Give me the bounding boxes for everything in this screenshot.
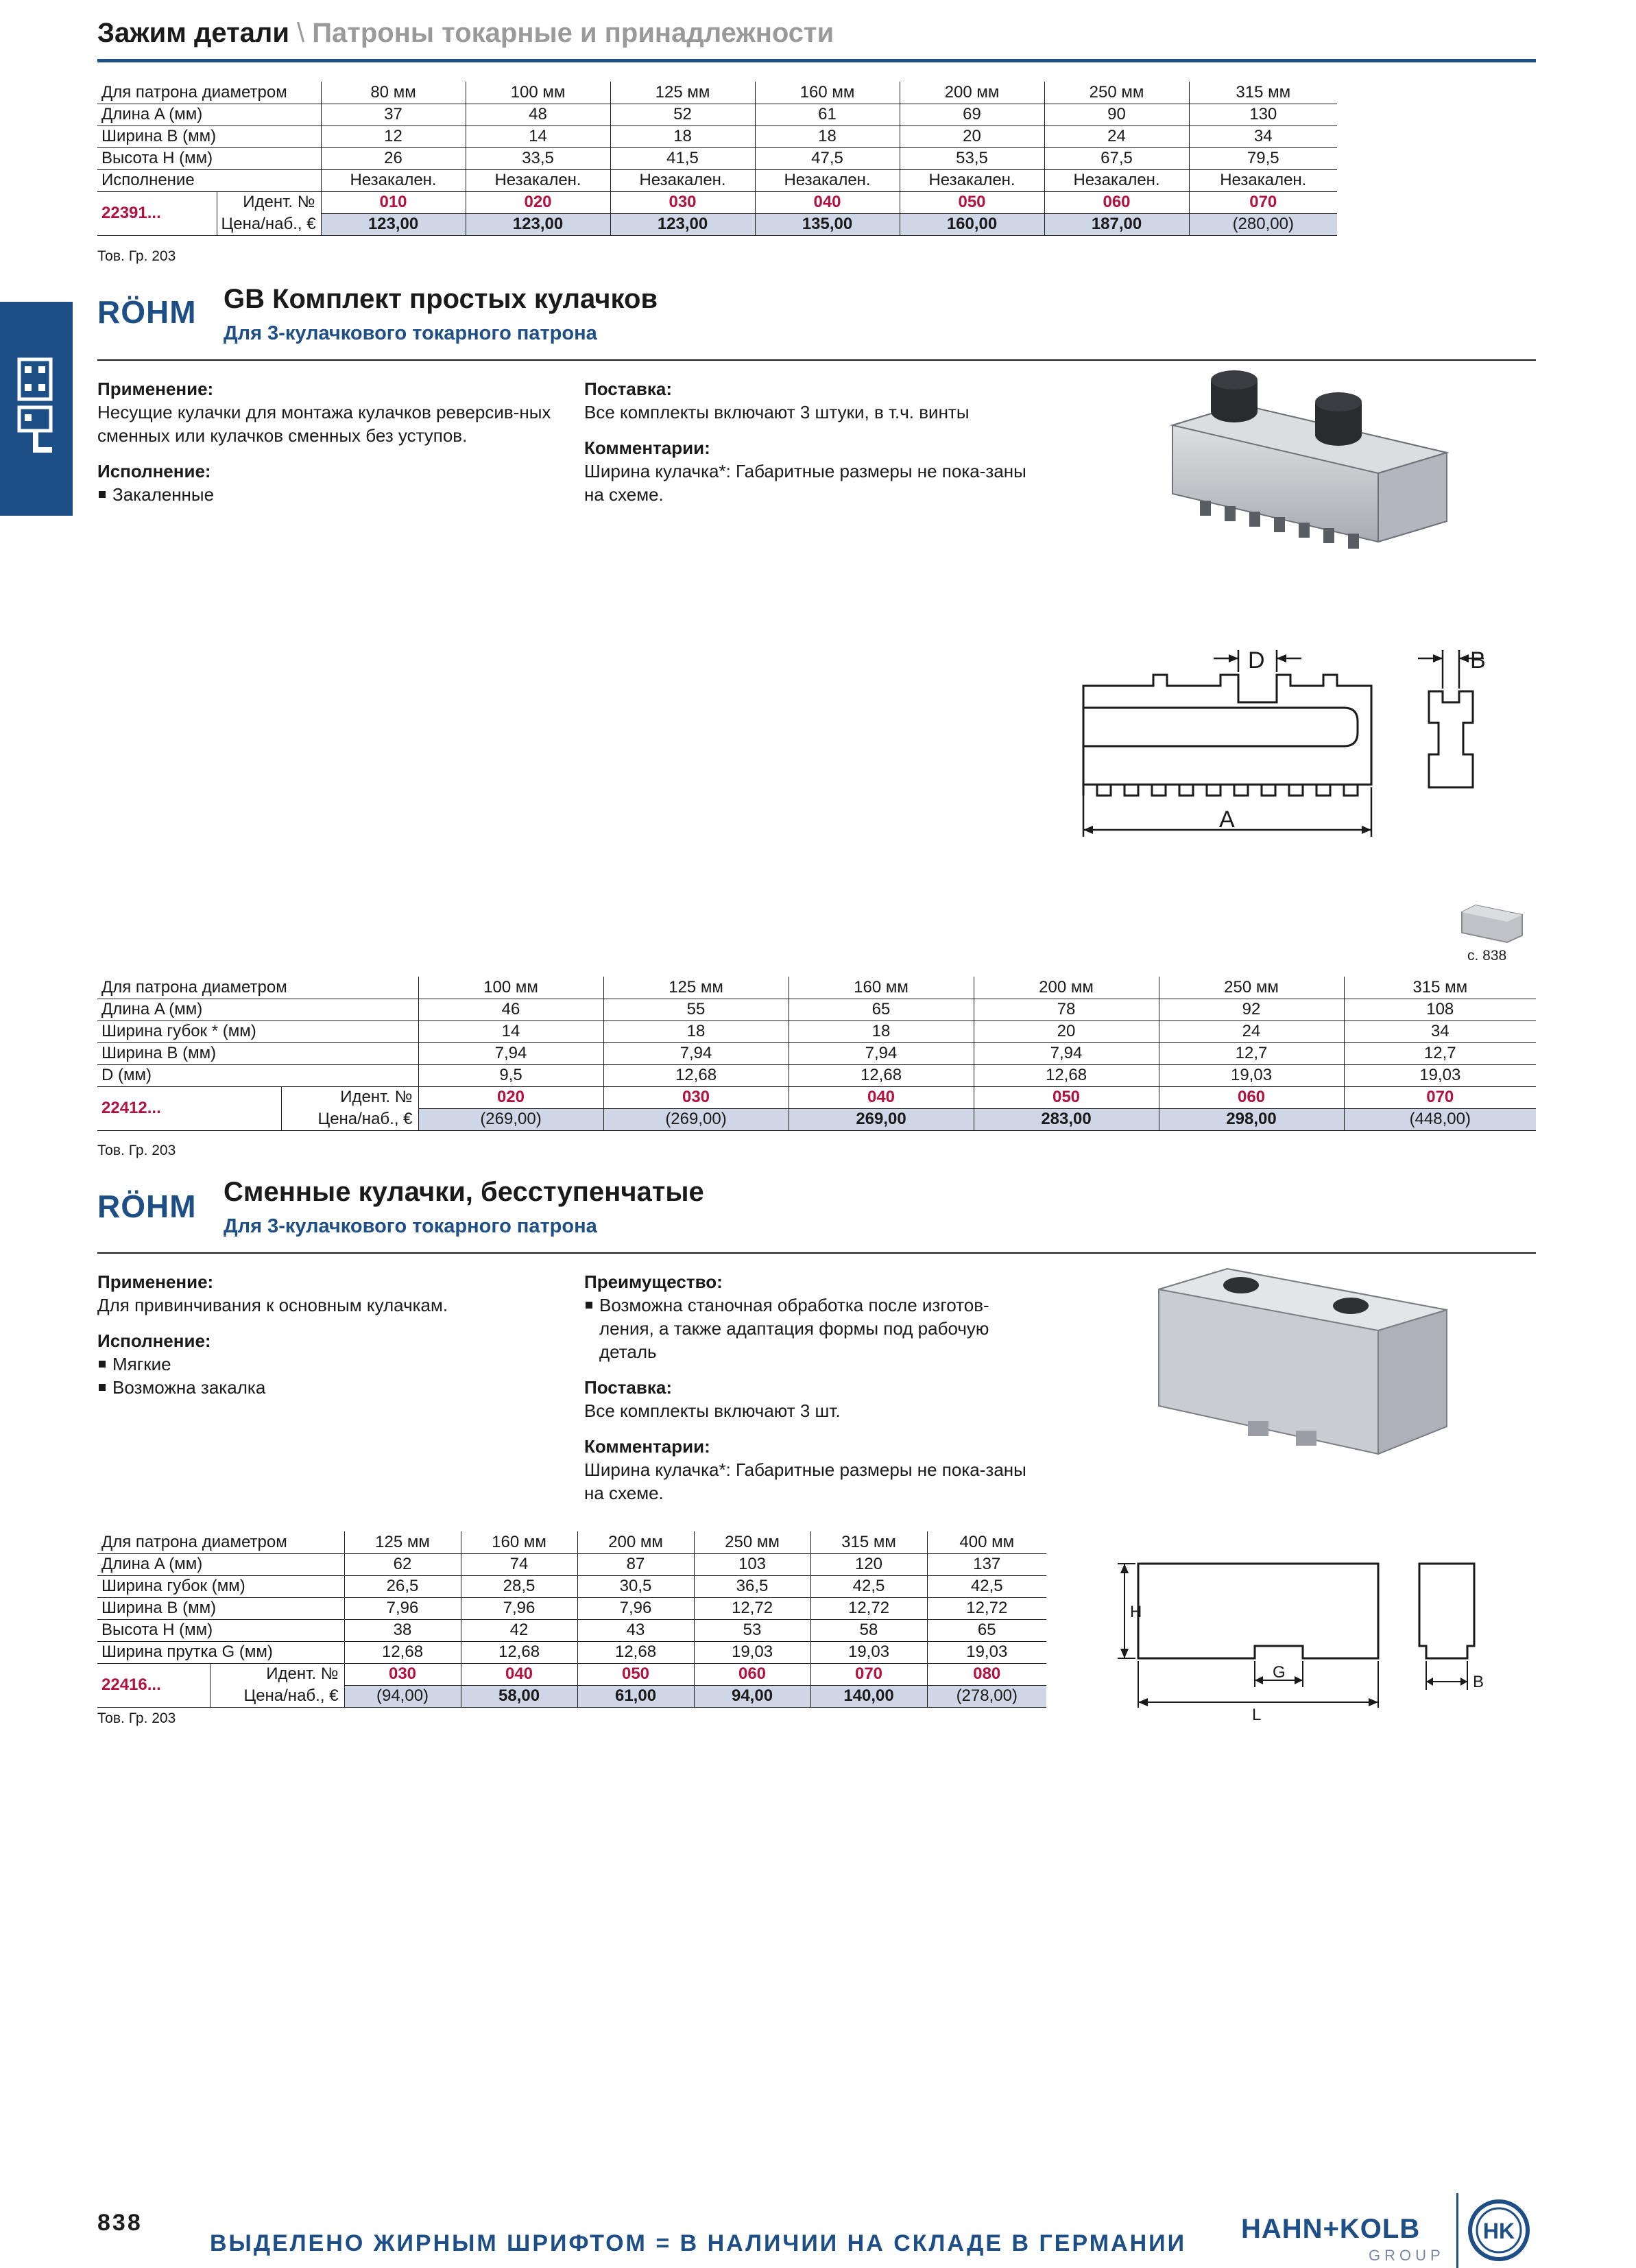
list-item: Возможна закалка [97,1376,564,1399]
page-header [97,18,834,49]
dim-b-label: B [1470,647,1486,673]
product-group: Тов. Гр. 203 [97,1710,176,1726]
header-subtitle: Патроны токарные и принадлежности [312,18,834,48]
product-group: Тов. Гр. 203 [97,248,176,264]
table-row: Ширина B (мм) 12 14 18 18 20 24 34 [97,126,1337,147]
table-row-price: Цена/наб., € 123,00 123,00 123,00 135,00 160,00 187,00 (280,00) [97,213,1337,235]
article-code: 22412... [97,1086,281,1130]
jaw-drawing [1070,631,1508,850]
advantage-heading: Преимущество: [584,1272,723,1292]
table-row: Высота H (мм) 26 33,5 41,5 47,5 53,5 67,5 79,5 [97,147,1337,169]
delivery-heading: Поставка: [584,1377,672,1398]
list-item: Возможна станочная обработка после изготов-ления, а также адаптация формы под рабочую деталь [584,1293,1037,1363]
product-group: Тов. Гр. 203 [97,1143,176,1158]
table-row-price: Цена/наб., € (269,00) (269,00) 269,00 283,00 298,00 (448,00) [97,1108,1536,1130]
table-row: Ширина прутка G (мм) 12,68 12,68 12,68 19,03 19,03 19,03 [97,1641,1046,1663]
execution-heading: Исполнение: [97,461,211,481]
comments-heading: Комментарии: [584,438,710,458]
comments-text: Ширина кулачка*: Габаритные размеры не пока-заны на схеме. [584,461,1026,505]
table-row: Ширина губок (мм) 26,5 28,5 30,5 36,5 42,5 42,5 [97,1575,1046,1597]
row-label: Для патрона диаметром [97,82,321,104]
table-row-id: 22391... Идент. № 010 020 030 040 050 060 070 [97,191,1337,213]
row-label: Длина A (мм) [97,104,321,126]
page-reference[interactable]: с. 838 [1467,948,1507,964]
price-label: Цена/наб., € [217,213,321,235]
logo-text: RÖHM [97,294,197,330]
execution-heading: Исполнение: [97,1330,211,1351]
soft-jaw-drawing [1118,1543,1502,1735]
section-rule [97,359,1536,361]
chuck-icon [10,357,58,459]
section-rule [97,1252,1536,1254]
price-label: Цена/наб., € [281,1108,418,1130]
dim-b-label: B [1473,1673,1484,1691]
table-row: Высота H (мм) 38 42 43 53 58 65 [97,1619,1046,1641]
header-separator: \ [297,18,305,48]
row-label: Ширина губок (мм) [97,1575,344,1597]
emblem-text: HK [1482,2219,1515,2243]
row-label: Ширина B (мм) [97,1597,344,1619]
brand-emblem [1467,2199,1530,2262]
comments-heading: Комментарии: [584,1436,710,1457]
advantage-block [584,1270,1037,1505]
page-number: 838 [97,2210,143,2236]
row-label: Длина A (мм) [97,1553,344,1575]
brand-divider [1456,2193,1458,2268]
row-label: Высота H (мм) [97,1619,344,1641]
table-1 [97,82,1337,236]
application-block [97,1270,564,1399]
application-text: Несущие кулачки для монтажа кулачков реверсив-ных сменных или кулачков сменных без уступов. [97,402,551,446]
row-label: Для патрона диаметром [97,977,418,999]
table-row: Для патрона диаметром 100 мм 125 мм 160 мм 200 мм 250 мм 315 мм [97,977,1536,999]
brand-group: GROUP [1369,2247,1445,2264]
delivery-text: Все комплекты включают 3 штуки, в т.ч. винты [584,402,970,422]
list-item: Мягкие [97,1352,564,1376]
comments-text: Ширина кулачка*: Габаритные размеры не пока-заны на схеме. [584,1459,1026,1503]
row-label: Для патрона диаметром [97,1531,344,1553]
table-row: Длина A (мм) 46 55 65 78 92 108 [97,999,1536,1020]
row-label: Ширина губок * (мм) [97,1020,418,1042]
delivery-text: Все комплекты включают 3 шт. [584,1400,841,1421]
row-label: Ширина B (мм) [97,126,321,147]
dim-d-label: D [1248,647,1265,673]
brand-name: HAHN+KOLB [1241,2214,1421,2244]
chapter-tab [0,302,73,516]
rohm-logo [97,294,214,332]
row-label: Исполнение [97,169,321,191]
row-label: Ширина прутка G (мм) [97,1641,344,1663]
table-row: Исполнение Незакален. Незакален. Незакален. Незакален. Незакален. Незакален. Незакален. [97,169,1337,191]
list-item: Закаленные [97,483,564,506]
table-row-id: 22416... Идент. № 030 040 050 060 070 080 [97,1663,1046,1685]
id-label: Идент. № [210,1663,344,1685]
delivery-heading: Поставка: [584,379,672,399]
dim-h-label: H [1130,1603,1142,1621]
table-row: Длина A (мм) 62 74 87 103 120 137 [97,1553,1046,1575]
id-label: Идент. № [281,1086,418,1108]
id-label: Идент. № [217,191,321,213]
row-label: Высота H (мм) [97,147,321,169]
execution-list [97,1352,564,1399]
table-row: Ширина губок * (мм) 14 18 18 20 24 34 [97,1020,1536,1042]
section-title: GB Комплект простых кулачков [224,284,658,314]
row-label: Длина A (мм) [97,999,418,1020]
table-row-id: 22412... Идент. № 020 030 040 050 060 070 [97,1086,1536,1108]
dim-a-label: A [1219,807,1235,833]
table-row-price: Цена/наб., € (94,00) 58,00 61,00 94,00 140,00 (278,00) [97,1685,1046,1707]
table-row: Длина A (мм) 37 48 52 61 69 90 130 [97,104,1337,126]
table-row: Для патрона диаметром 125 мм 160 мм 200 мм 250 мм 315 мм 400 мм [97,1531,1046,1553]
header-title: Зажим детали [97,18,289,48]
jaw-thumbnail[interactable] [1459,903,1525,945]
application-text: Для привинчивания к основным кулачкам. [97,1295,448,1315]
delivery-block [584,377,1037,506]
application-heading: Применение: [97,379,214,399]
table-3 [97,1531,1046,1708]
jaw-set-photo [1159,363,1474,590]
table-2 [97,977,1536,1131]
section-subtitle: Для 3-кулачкового токарного патрона [224,1215,597,1237]
rohm-logo [97,1188,214,1226]
row-label: D (мм) [97,1064,418,1086]
table-row: D (мм) 9,5 12,68 12,68 12,68 19,03 19,03 [97,1064,1536,1086]
application-block [97,377,564,506]
header-rule [97,59,1536,62]
dim-l-label: L [1252,1706,1262,1724]
application-heading: Применение: [97,1272,214,1292]
section-title: Сменные кулачки, бесступенчатые [224,1177,704,1207]
dim-g-label: G [1273,1663,1286,1682]
row-label: Ширина B (мм) [97,1042,418,1064]
table-row: Ширина B (мм) 7,96 7,96 7,96 12,72 12,72 12,72 [97,1597,1046,1619]
table-row: Для патрона диаметром 80 мм 100 мм 125 мм 160 мм 200 мм 250 мм 315 мм [97,82,1337,104]
article-code: 22391... [97,191,217,235]
logo-text: RÖHM [97,1189,197,1224]
advantage-list [584,1293,1037,1363]
table-row: Ширина B (мм) 7,94 7,94 7,94 7,94 12,7 12,7 [97,1042,1536,1064]
soft-jaw-photo [1145,1262,1460,1468]
section-subtitle: Для 3-кулачкового токарного патрона [224,322,597,344]
stock-note: ВЫДЕЛЕНО ЖИРНЫМ ШРИФТОМ = В НАЛИЧИИ НА СКЛАДЕ В ГЕРМАНИИ [210,2230,1187,2256]
execution-list [97,483,564,506]
price-label: Цена/наб., € [210,1685,344,1707]
article-code: 22416... [97,1663,210,1707]
